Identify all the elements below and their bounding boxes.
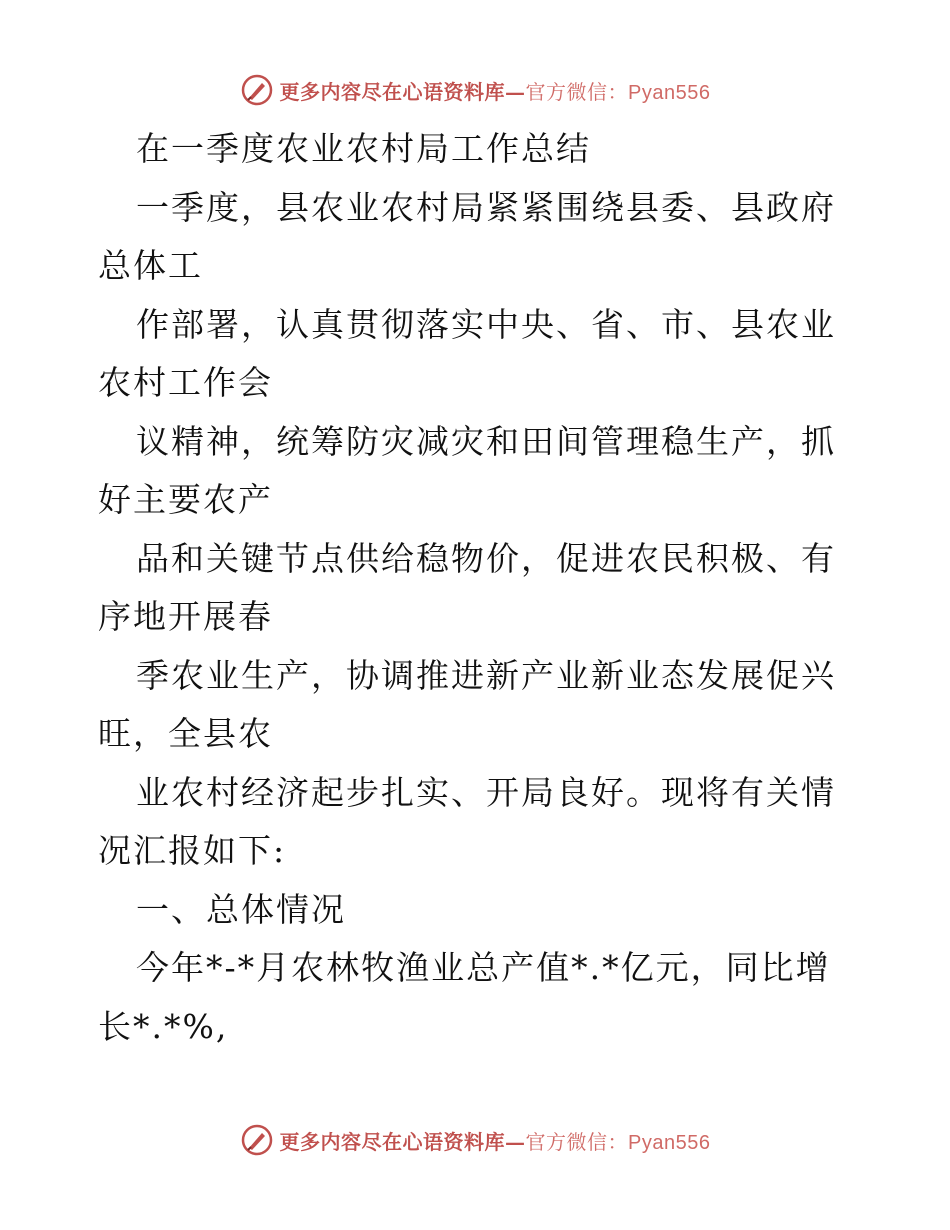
paragraph-line: 议精神，统筹防灾减灾和田间管理稳生产，抓好主要农产 <box>98 421 836 519</box>
footer-watermark-text: 更多内容尽在心语资料库—官方微信：Pyan556 <box>279 1129 711 1154</box>
paragraph-line: 品和关键节点供给稳物价，促进农民积极、有序地开展春 <box>98 538 836 636</box>
paragraph-line: 业农村经济起步扎实、开局良好。现将有关情况汇报如下: <box>98 772 836 870</box>
footer-watermark <box>0 1120 950 1160</box>
document-body <box>98 120 858 1056</box>
section-heading: 一、总体情况 <box>136 889 346 929</box>
header-watermark <box>0 70 950 110</box>
paragraph-line: 一季度，县农业农村局紧紧围绕县委、县政府总体工 <box>98 187 836 285</box>
paragraph-line: 作部署，认真贯彻落实中央、省、市、县农业农村工作会 <box>98 304 836 402</box>
paragraph-line: 今年*-*月农林牧渔业总产值*.*亿元，同比增长*.*%, <box>98 948 831 1046</box>
quill-logo-icon <box>240 1123 274 1157</box>
header-watermark-text: 更多内容尽在心语资料库—官方微信：Pyan556 <box>279 79 711 104</box>
paragraph-line: 季农业生产，协调推进新产业新业态发展促兴旺，全县农 <box>98 655 836 753</box>
quill-logo-icon <box>240 73 274 107</box>
document-title: 在一季度农业农村局工作总结 <box>136 129 591 168</box>
